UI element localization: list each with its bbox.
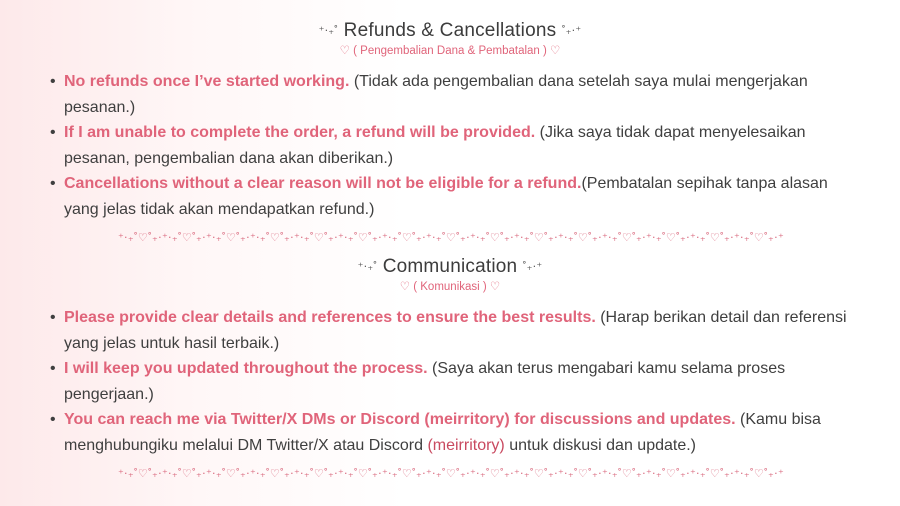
sparkle-decoration-right: ˚₊‧⁺ [522, 261, 543, 273]
list-item-text: (Pembatalan sepihak tanpa alasan yang jelas tidak akan mendapatkan refund.) [64, 175, 828, 218]
sparkle-decoration-right: ˚₊‧⁺ [561, 25, 582, 37]
list-item-bold: No refunds once I’ve started working. [64, 73, 350, 90]
bullet-icon: • [50, 360, 56, 377]
list-item [50, 407, 864, 458]
list-item [50, 171, 864, 222]
bullet-icon: • [50, 73, 56, 90]
discord-handle: (meirritory) [427, 436, 505, 454]
bullet-icon: • [50, 411, 56, 428]
refunds-title-line [0, 20, 900, 42]
list-item-text: (Tidak ada pengembalian dana setelah saya mulai mengerjakan pesanan.) [64, 73, 808, 116]
list-item [50, 305, 864, 356]
heart-divider: ⁺‧₊˚♡˚₊‧⁺‧₊˚♡˚₊‧⁺‧₊˚♡˚₊‧⁺‧₊˚♡˚₊‧⁺‧₊˚♡˚₊‧⁺‧₊˚♡˚₊‧⁺‧₊˚♡˚₊‧⁺‧₊˚♡˚₊‧⁺‧₊˚♡˚₊‧⁺‧₊˚♡˚₊‧⁺‧₊˚♡˚₊‧⁺‧₊˚♡˚₊‧⁺‧₊˚♡˚₊‧⁺‧₊˚♡˚₊‧⁺‧₊˚♡˚₊‧⁺ [117, 232, 785, 244]
list-item-bold: Please provide clear details and references to ensure the best results. [64, 309, 596, 326]
list-item-bold: If I am unable to complete the order, a refund will be provided. [64, 124, 536, 141]
list-item [50, 356, 864, 407]
list-item-text: (Jika saya tidak dapat menyelesaikan pesanan, pengembalian dana akan diberikan.) [64, 124, 806, 167]
list-item-text: (Harap berikan detail dan referensi yang jelas untuk hasil terbaik.) [64, 309, 847, 352]
sparkle-decoration-left: ⁺‧₊˚ [318, 25, 339, 37]
communication-header [0, 256, 900, 294]
list-item-text: (Saya akan terus mengabari kamu selama proses pengerjaan.) [64, 360, 786, 403]
communication-title-line [0, 256, 900, 278]
bullet-icon: • [50, 175, 56, 192]
list-item-bold: Cancellations without a clear reason will not be eligible for a refund. [64, 175, 582, 192]
refunds-header [0, 20, 900, 58]
sparkle-decoration-left: ⁺‧₊˚ [357, 261, 378, 273]
list-item-bold: You can reach me via Twitter/X DMs or Discord (meirritory) for discussions and updates. [64, 411, 736, 428]
refunds-subtitle: ♡ ( Pengembalian Dana & Pembatalan ) ♡ [339, 45, 561, 58]
refunds-title: Refunds & Cancellations [343, 20, 557, 42]
list-item-text: untuk diskusi dan update.) [504, 436, 696, 454]
list-item [50, 120, 864, 171]
communication-title: Communication [382, 256, 518, 278]
communication-subtitle: ♡ ( Komunikasi ) ♡ [399, 281, 501, 294]
communication-list [0, 305, 864, 458]
list-item-bold: I will keep you updated throughout the process. [64, 360, 428, 377]
list-item-text: (Kamu bisa menghubungiku melalui DM Twitter/X atau Discord [64, 411, 821, 454]
bullet-icon: • [50, 309, 56, 326]
bullet-icon: • [50, 124, 56, 141]
refunds-list [0, 69, 864, 222]
heart-divider: ⁺‧₊˚♡˚₊‧⁺‧₊˚♡˚₊‧⁺‧₊˚♡˚₊‧⁺‧₊˚♡˚₊‧⁺‧₊˚♡˚₊‧⁺‧₊˚♡˚₊‧⁺‧₊˚♡˚₊‧⁺‧₊˚♡˚₊‧⁺‧₊˚♡˚₊‧⁺‧₊˚♡˚₊‧⁺‧₊˚♡˚₊‧⁺‧₊˚♡˚₊‧⁺‧₊˚♡˚₊‧⁺‧₊˚♡˚₊‧⁺‧₊˚♡˚₊‧⁺ [117, 468, 785, 480]
list-item [50, 69, 864, 120]
